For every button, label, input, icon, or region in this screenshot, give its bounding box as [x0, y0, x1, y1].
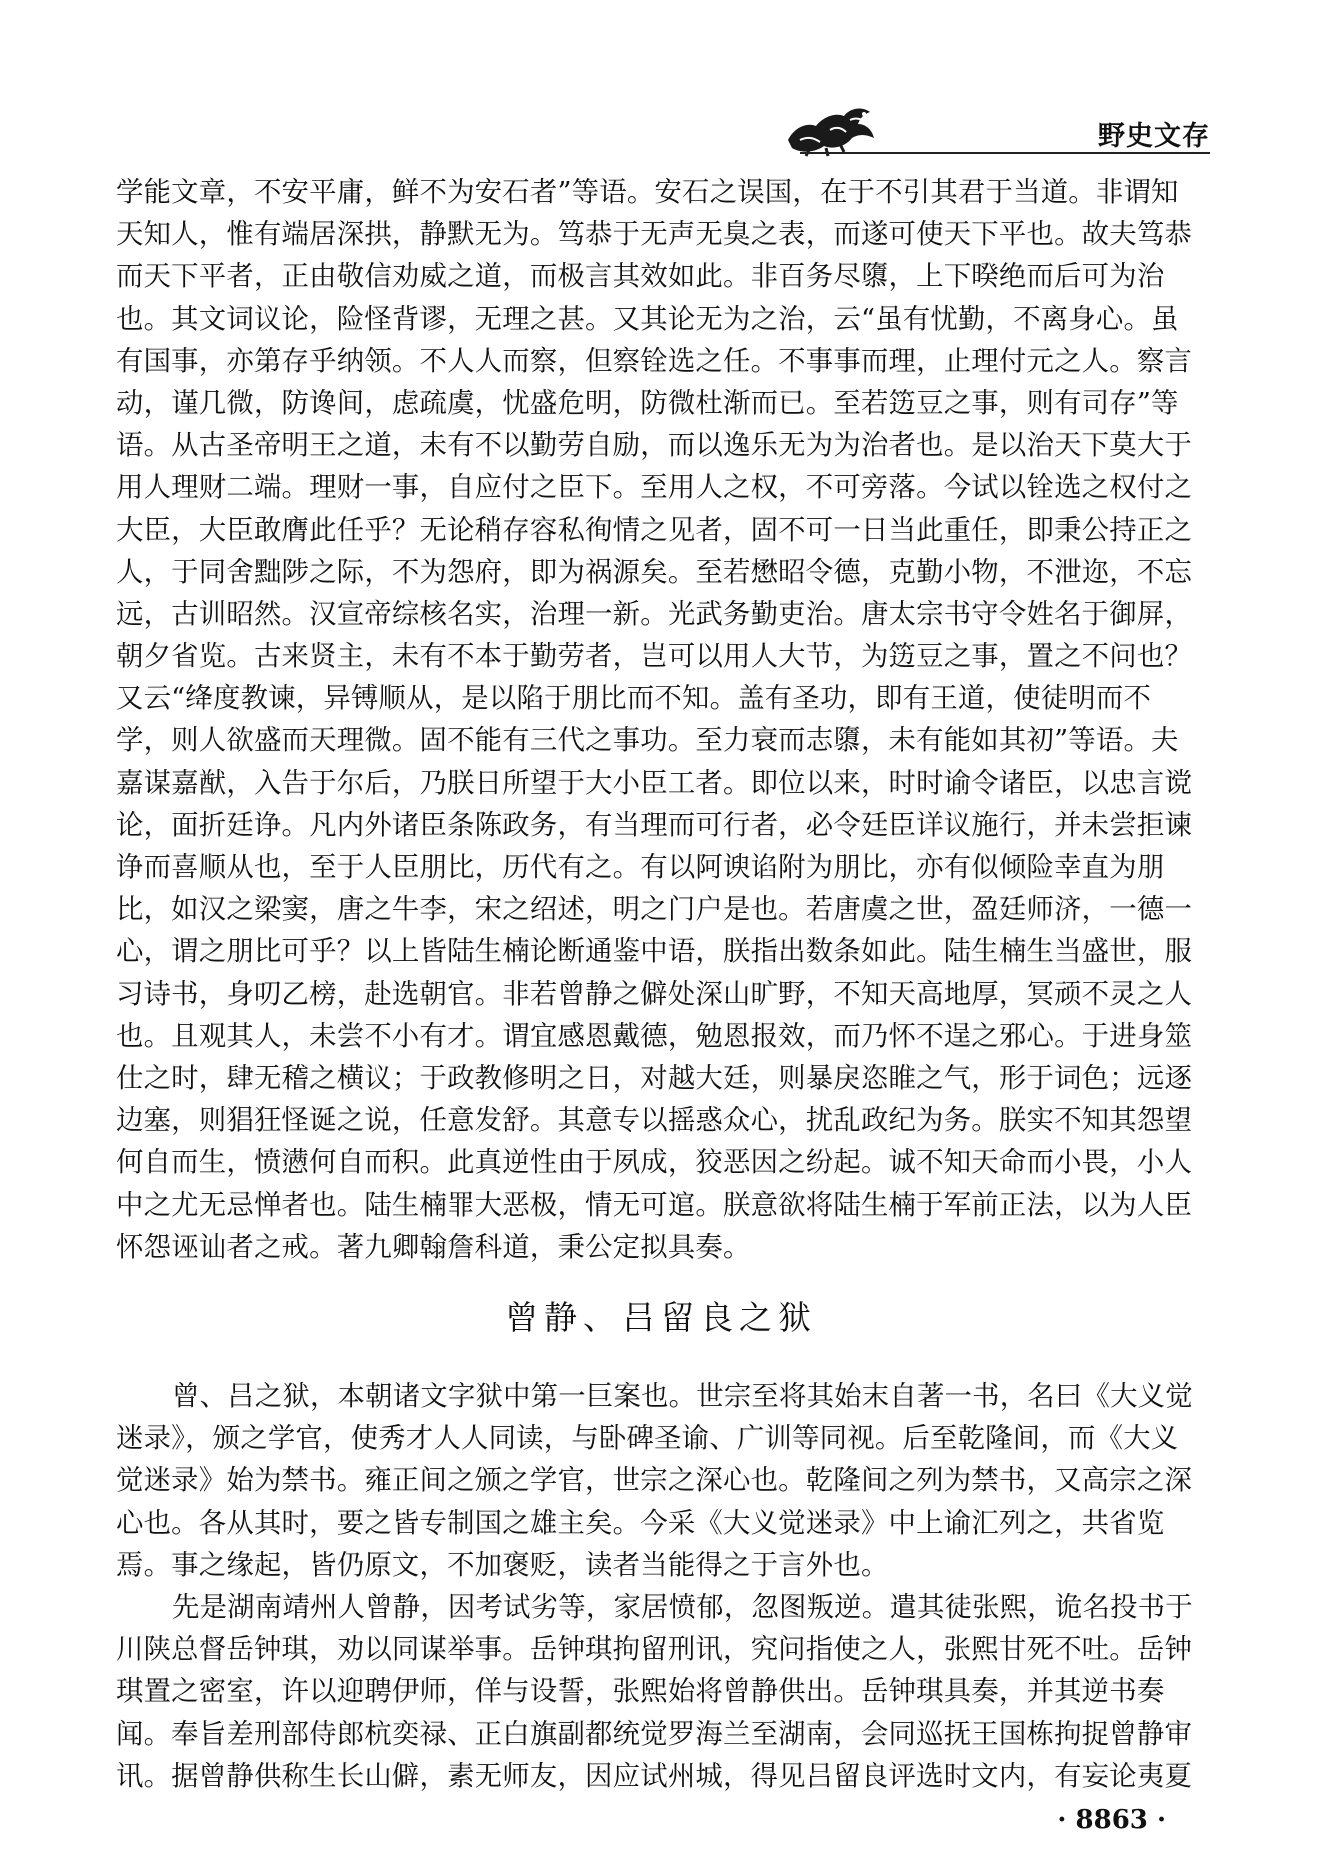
text-line: 学能文章，不安平庸，鲜不为安石者”等语。安石之误国，在于不引其君于当道。非谓知: [116, 177, 1179, 208]
text-line: 边塞，则猖狂怪诞之说，任意发舒。其意专以摇惑众心，扰乱政纪为务。朕实不知其怨望: [116, 1105, 1193, 1137]
text-line: 远，古训昭然。汉宣帝综核名实，治理一新。光武务勤吏治。唐太宗书守令姓名于御屏，: [116, 598, 1193, 630]
text-line: 闻。奉旨差刑部侍郎杭奕禄、正白旗副都统觉罗海兰至湖南，会同巡抚王国栋拘捉曾静审: [116, 1718, 1193, 1750]
text-line: 川陕总督岳钟琪，劝以同谋举事。岳钟琪拘留刑讯，究问指使之人，张熙甘死不吐。岳钟: [116, 1634, 1193, 1666]
text-line: 迷录》，颁之学官，使秀才人人同读，与卧碑圣谕、广训等同视。后至乾隆间，而《大义: [116, 1423, 1179, 1455]
text-line: 曾、吕之狱，本朝诸文字狱中第一巨案也。世宗至将其始末自著一书，名曰《大义觉: [172, 1381, 1193, 1412]
text-line: 觉迷录》始为禁书。雍正间之颁之学官，世宗之深心也。乾隆间之列为禁书，又高宗之深: [116, 1465, 1193, 1497]
text-line: 讯。据曾静供称生长山僻，素无师友，因应试州城，得见吕留良评选时文内，有妄论夷夏: [116, 1760, 1193, 1792]
text-line: 动，谨几微，防谗间，虑疏虞，忧盛危明，防微杜渐而已。至若笾豆之事，则有司存”等: [116, 387, 1179, 419]
text-line: 先是湖南靖州人曾静，因考试劣等，家居愤郁，忽图叛逆。遣其徒张熙，诡名投书于: [172, 1591, 1193, 1623]
text-line: 也。且观其人，未尝不小有才。谓宜感恩戴德，勉恩报效，而乃怀不逞之邪心。于进身筮: [116, 1020, 1193, 1052]
text-line: 天知人，惟有端居深拱，静默无为。笃恭于无声无臭之表，而遂可使天下平也。故夫笃恭: [116, 219, 1193, 251]
text-line: 琪置之密室，许以迎聘伊师，佯与设誓，张熙始将曾静供出。岳钟琪具奏，并其逆书奏: [116, 1676, 1165, 1708]
text-line: 有国事，亦第存乎纳领。不人人而察，但察铨选之任。不事事而理，止理付元之人。察言: [116, 345, 1193, 377]
running-header: [780, 100, 1210, 160]
text-line: 何自而生，愤懑何自而积。此真逆性由于夙成，狡恶因之纷起。诚不知天命而小畏，小人: [116, 1147, 1193, 1179]
dragon-emblem-icon: [780, 100, 880, 158]
text-line: 心也。各从其时，要之皆专制国之雄主矣。今采《大义觉迷录》中上谕汇列之，共省览: [116, 1507, 1165, 1539]
text-line: 论，面折廷诤。凡内外诸臣条陈政务，有当理而可行者，必令廷臣详议施行，并未尝拒谏: [116, 809, 1193, 841]
text-line: 朝夕省览。古来贤主，未有不本于勤劳者，岂可以用人大节，为笾豆之事，置之不问也？: [116, 641, 1193, 673]
text-line: 心，谓之朋比可乎？以上皆陆生楠论断通鉴中语，朕指出数条如此。陆生楠生当盛世，服: [116, 936, 1193, 968]
text-line: 学，则人欲盛而天理微。固不能有三代之事功。至力衰而志隳，未有能如其初”等语。夫: [116, 725, 1179, 757]
page-number: · 8863 ·: [1057, 1805, 1166, 1835]
section-title: 曾静、吕留良之狱: [505, 1298, 817, 1337]
text-line: 比，如汉之梁窦，唐之牛李，宋之绍述，明之门户是也。若唐虞之世，盈廷师济，一德一: [116, 894, 1193, 926]
text-line: 中之尤无忌惮者也。陆生楠罪大恶极，情无可逭。朕意欲将陆生楠于军前正法，以为人臣: [116, 1189, 1193, 1221]
text-line: 也。其文词议论，险怪背谬，无理之甚。又其论无为之治，云“虽有忧勤，不离身心。虽: [116, 303, 1179, 335]
text-line: 语。从古圣帝明王之道，未有不以勤劳自励，而以逸乐无为为治者也。是以治天下莫大于: [116, 430, 1193, 462]
body-passage-1: [116, 172, 1210, 1269]
header-title: 野史文存: [1098, 121, 1210, 152]
text-line: 仕之时，肆无稽之横议；于政教修明之日，对越大廷，则暴戾恣睢之气，形于词色；远逐: [116, 1062, 1193, 1094]
text-line: 诤而喜顺从也，至于人臣朋比，历代有之。有以阿谀谄附为朋比，亦有似倾险幸直为朋: [116, 852, 1165, 883]
text-line: 焉。事之缘起，皆仍原文，不加褒贬，读者当能得之于言外也。: [116, 1549, 889, 1581]
text-line: 用人理财二端。理财一事，自应付之臣下。至用人之权，不可旁落。今试以铨选之权付之: [116, 472, 1193, 504]
text-line: 而天下平者，正由敬信劝威之道，而极言其效如此。非百务尽隳，上下暌绝而后可为治: [116, 261, 1165, 293]
text-line: 又云“绛度教谏，异镈顺从，是以陷于朋比而不知。盖有圣功，即有王道，使徒明而不: [116, 683, 1152, 715]
text-line: 习诗书，身叨乙榜，赴选朝官。非若曾静之僻处深山旷野，不知天高地厚，冥顽不灵之人: [116, 978, 1193, 1010]
text-line: 嘉谋嘉猷，入告于尔后，乃朕日所望于大小臣工者。即位以来，时时谕令诸臣，以忠言谠: [116, 767, 1193, 799]
text-line: 大臣，大臣敢膺此任乎？无论稍存容私徇情之见者，固不可一日当此重任，即秉公持正之: [116, 514, 1193, 546]
text-line: 人，于同舍黜陟之际，不为怨府，即为祸源矣。至若懋昭令德，克勤小物，不泄迩，不忘: [116, 556, 1193, 588]
text-line: 怀怨诬讪者之戒。著九卿翰詹科道，秉公定拟具奏。: [116, 1231, 751, 1263]
body-passage-2: [116, 1376, 1210, 1798]
